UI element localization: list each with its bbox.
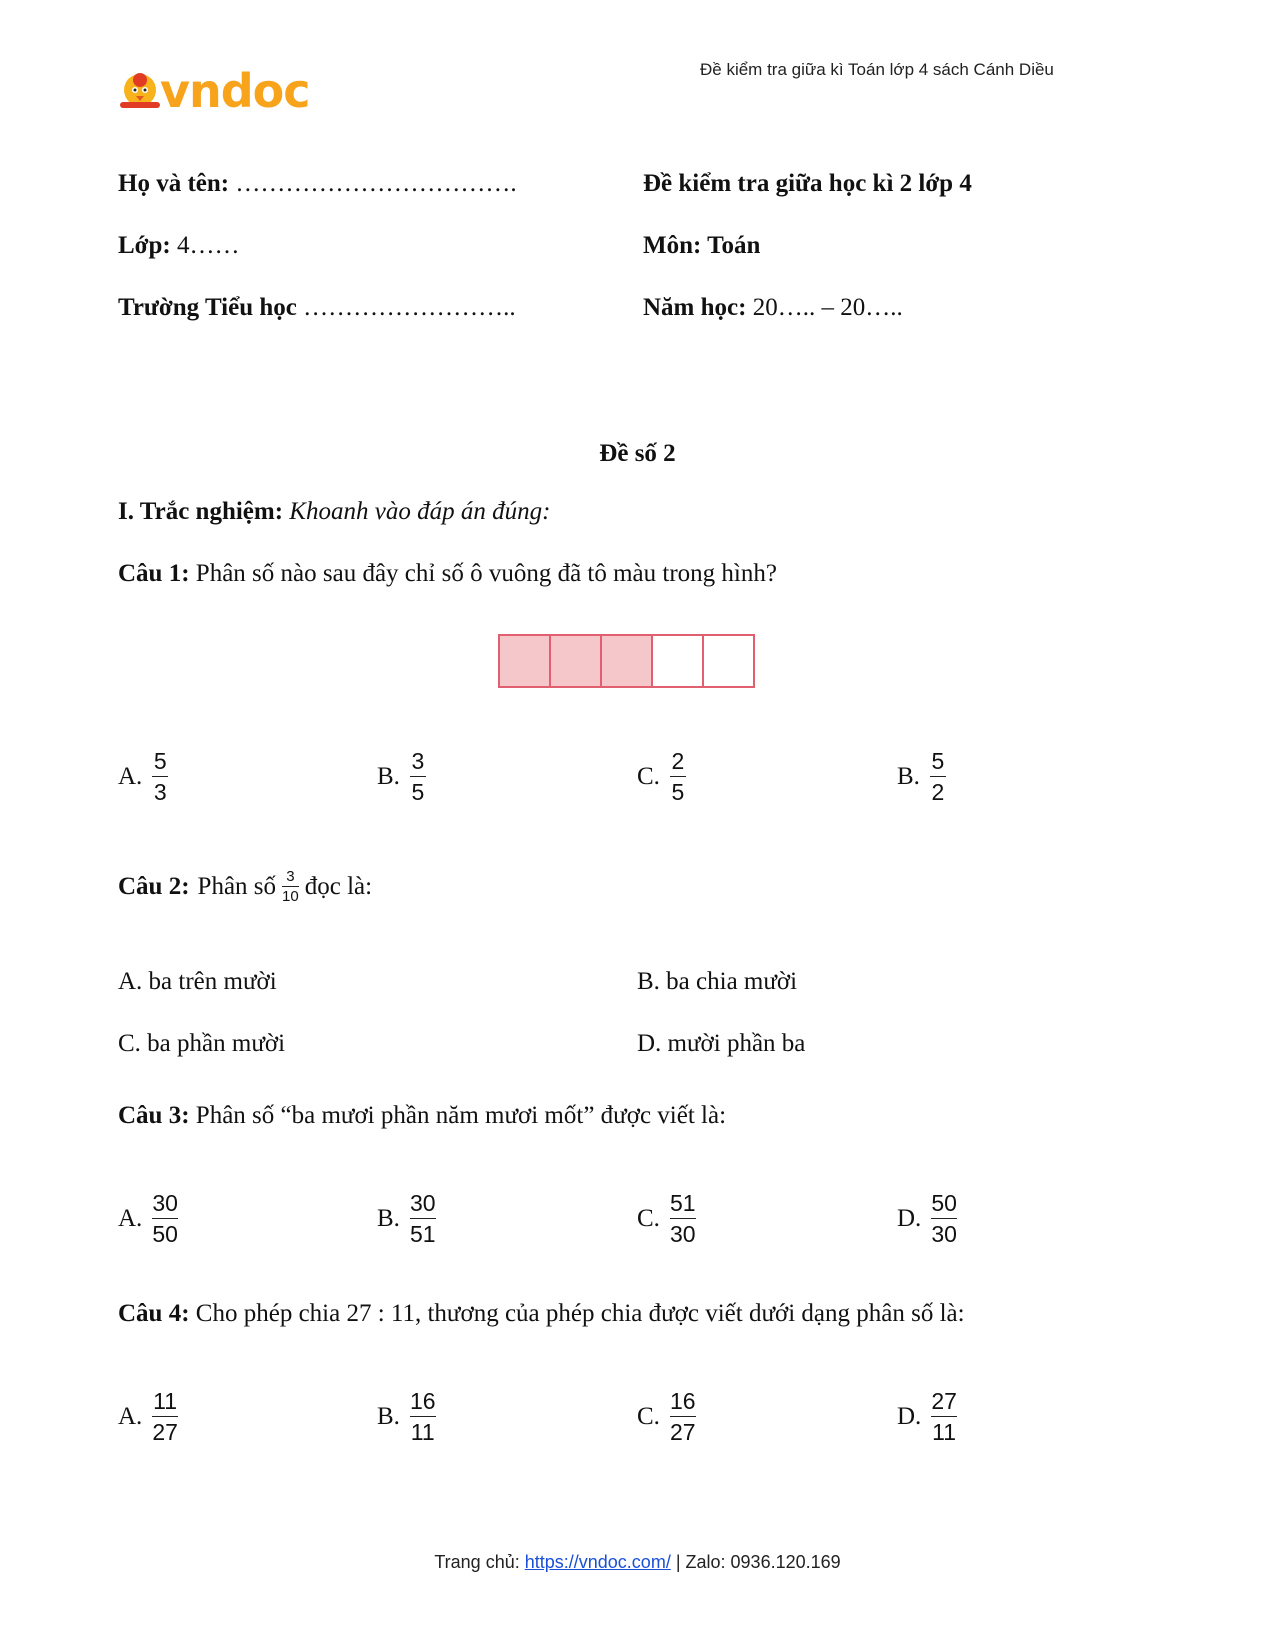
homepage-link[interactable]: https://vndoc.com/ bbox=[524, 1552, 671, 1572]
numerator: 3 bbox=[286, 868, 295, 885]
option-letter: D. bbox=[897, 1204, 922, 1232]
shaded-square bbox=[498, 634, 551, 688]
option-letter: A. bbox=[118, 762, 143, 790]
option-fraction bbox=[152, 1190, 178, 1247]
shaded-square bbox=[549, 634, 602, 688]
option-letter: B. bbox=[377, 1402, 400, 1430]
class-label: Lớp: bbox=[118, 232, 171, 259]
section-label: I. Trắc nghiệm: bbox=[118, 498, 284, 525]
q4-option-a[interactable] bbox=[118, 1388, 178, 1445]
exam-title bbox=[643, 170, 972, 198]
question-2-text-before: Phân số bbox=[197, 872, 277, 900]
fraction-bar bbox=[410, 776, 426, 777]
fraction-bar bbox=[931, 1416, 957, 1417]
shaded-square bbox=[600, 634, 653, 688]
option-letter: C. bbox=[637, 762, 660, 790]
option-fraction bbox=[670, 748, 686, 805]
brand-name: vndoc bbox=[160, 64, 310, 118]
numerator: 27 bbox=[931, 1388, 957, 1414]
question-1-label: Câu 1: bbox=[118, 560, 190, 587]
option-letter: C. bbox=[637, 1204, 660, 1232]
fraction-bar bbox=[410, 1416, 436, 1417]
name-line bbox=[118, 170, 517, 198]
denominator: 5 bbox=[671, 779, 685, 805]
footer-prefix: Trang chủ: bbox=[434, 1552, 520, 1572]
name-dots: ……………………………. bbox=[235, 170, 517, 197]
option-fraction bbox=[931, 1190, 957, 1247]
denominator: 27 bbox=[152, 1419, 178, 1445]
option-letter: A. bbox=[118, 1402, 143, 1430]
year-value: 20….. – 20….. bbox=[752, 294, 903, 321]
numerator: 30 bbox=[152, 1190, 178, 1216]
shaded-squares-figure bbox=[500, 634, 755, 688]
option-fraction bbox=[410, 748, 426, 805]
q2-option-c[interactable]: C. ba phần mười bbox=[118, 1030, 286, 1057]
school-line bbox=[118, 294, 516, 322]
numerator: 2 bbox=[671, 748, 685, 774]
question-2-label: Câu 2: bbox=[118, 872, 190, 900]
numerator: 16 bbox=[409, 1388, 436, 1414]
option-letter: D. bbox=[897, 1402, 922, 1430]
question-2-text-after: đọc là: bbox=[304, 872, 373, 900]
option-fraction bbox=[410, 1190, 436, 1247]
subject-label: Môn: Toán bbox=[643, 232, 761, 259]
q3-option-a[interactable] bbox=[118, 1190, 178, 1247]
q3-option-b[interactable] bbox=[377, 1190, 436, 1247]
question-4 bbox=[118, 1300, 965, 1328]
question-4-text: Cho phép chia 27 : 11, thương của phép chia được viết dưới dạng phân số là: bbox=[195, 1300, 965, 1327]
q4-option-b[interactable] bbox=[377, 1388, 436, 1445]
q3-option-c[interactable] bbox=[637, 1190, 696, 1247]
fraction-bar bbox=[152, 776, 168, 777]
year-label: Năm học: bbox=[643, 294, 747, 321]
section-heading bbox=[118, 498, 550, 526]
question-4-label: Câu 4: bbox=[118, 1300, 190, 1327]
denominator: 2 bbox=[931, 779, 945, 805]
option-letter: A. bbox=[118, 1204, 143, 1232]
question-2-fraction bbox=[282, 868, 299, 905]
fraction-bar bbox=[670, 776, 686, 777]
document-header-title: Đề kiểm tra giữa kì Toán lớp 4 sách Cánh Diều bbox=[700, 60, 1054, 79]
numerator: 11 bbox=[153, 1388, 178, 1414]
school-dots: …………………….. bbox=[303, 294, 516, 321]
denominator: 10 bbox=[282, 888, 299, 905]
q1-option-a[interactable] bbox=[118, 748, 168, 805]
fraction-bar bbox=[670, 1416, 696, 1417]
denominator: 30 bbox=[931, 1221, 957, 1247]
school-label: Trường Tiểu học bbox=[118, 294, 297, 321]
question-1-text: Phân số nào sau đây chỉ số ô vuông đã tô màu trong hình? bbox=[195, 560, 777, 587]
option-fraction bbox=[670, 1388, 696, 1445]
option-letter: B. bbox=[377, 1204, 400, 1232]
numerator: 16 bbox=[669, 1388, 696, 1414]
numerator: 30 bbox=[409, 1190, 436, 1216]
empty-square bbox=[651, 634, 704, 688]
denominator: 5 bbox=[411, 779, 425, 805]
q2-option-b[interactable]: B. ba chia mười bbox=[637, 968, 798, 995]
fraction-bar bbox=[410, 1218, 436, 1219]
question-2 bbox=[118, 868, 372, 905]
fraction-bar bbox=[152, 1218, 178, 1219]
denominator: 27 bbox=[669, 1419, 696, 1445]
chick-mascot-icon bbox=[118, 68, 162, 112]
option-fraction bbox=[930, 748, 946, 805]
option-fraction bbox=[670, 1190, 696, 1247]
q2-option-a[interactable]: A. ba trên mười bbox=[118, 968, 277, 995]
denominator: 50 bbox=[152, 1221, 178, 1247]
numerator: 5 bbox=[153, 748, 167, 774]
footer-contact: | Zalo: 0936.120.169 bbox=[675, 1552, 841, 1572]
numerator: 3 bbox=[411, 748, 425, 774]
denominator: 11 bbox=[932, 1419, 957, 1445]
fraction-bar bbox=[282, 886, 299, 887]
question-1 bbox=[118, 560, 777, 588]
numerator: 5 bbox=[931, 748, 945, 774]
fraction-bar bbox=[931, 1218, 957, 1219]
question-3 bbox=[118, 1102, 726, 1130]
denominator: 11 bbox=[410, 1419, 435, 1445]
q1-option-c[interactable] bbox=[637, 748, 686, 805]
question-3-label: Câu 3: bbox=[118, 1102, 190, 1129]
numerator: 51 bbox=[669, 1190, 696, 1216]
q3-option-d[interactable] bbox=[897, 1190, 957, 1247]
class-line bbox=[118, 232, 240, 260]
q1-option-d[interactable] bbox=[897, 748, 946, 805]
numerator: 50 bbox=[931, 1190, 957, 1216]
option-letter: B. bbox=[897, 762, 920, 790]
fraction-bar bbox=[152, 1416, 178, 1417]
empty-square bbox=[702, 634, 755, 688]
fraction-bar bbox=[930, 776, 946, 777]
class-value: 4…… bbox=[177, 232, 240, 259]
q4-option-d[interactable] bbox=[897, 1388, 957, 1445]
option-letter: C. bbox=[637, 1402, 660, 1430]
q2-option-d[interactable]: D. mười phần ba bbox=[637, 1030, 806, 1057]
subject-line bbox=[643, 232, 760, 260]
option-letter: B. bbox=[377, 762, 400, 790]
denominator: 51 bbox=[409, 1221, 436, 1247]
page-footer bbox=[0, 1552, 1275, 1573]
exam-title-text: Đề kiểm tra giữa học kì 2 lớp 4 bbox=[643, 170, 972, 197]
q1-option-b[interactable] bbox=[377, 748, 426, 805]
q4-option-c[interactable] bbox=[637, 1388, 696, 1445]
name-label: Họ và tên: bbox=[118, 170, 230, 197]
year-line bbox=[643, 294, 903, 322]
fraction-bar bbox=[670, 1218, 696, 1219]
question-3-text: Phân số “ba mươi phần năm mươi mốt” được viết là: bbox=[195, 1102, 727, 1129]
option-fraction bbox=[152, 1388, 178, 1445]
option-fraction bbox=[931, 1388, 957, 1445]
option-fraction bbox=[152, 748, 168, 805]
section-instruction: Khoanh vào đáp án đúng: bbox=[289, 498, 551, 525]
denominator: 30 bbox=[669, 1221, 696, 1247]
denominator: 3 bbox=[153, 779, 167, 805]
option-fraction bbox=[410, 1388, 436, 1445]
exam-number: Đề số 2 bbox=[599, 440, 676, 467]
